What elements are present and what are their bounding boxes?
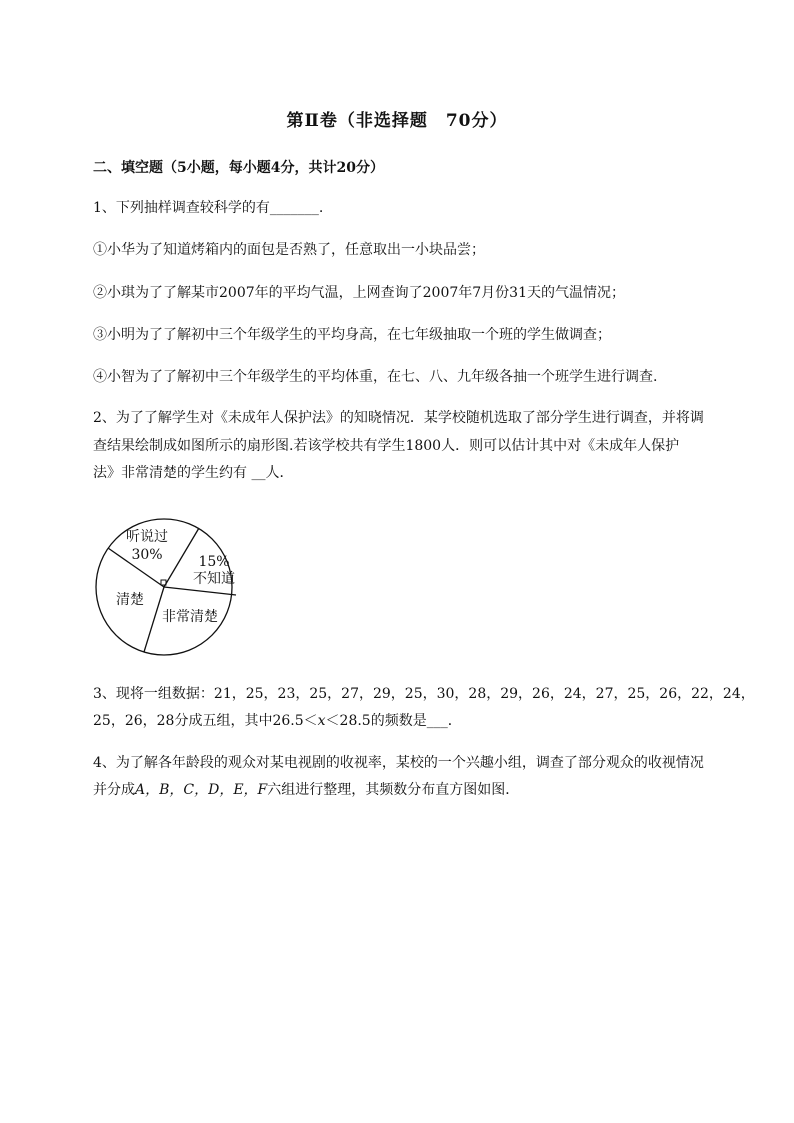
question-4-line-2 bbox=[93, 780, 519, 800]
slice-label-clear: 清楚 bbox=[116, 592, 144, 608]
question-3-line-1: 3、现将一组数据：21，25，23，25，27，29，25，30，28，29，26，24，27，25，26，22，24， bbox=[93, 686, 755, 702]
question-4-text-after-groups: 六组进行整理，其频数分布直方图如图． bbox=[267, 782, 520, 798]
question-1-stem: 1、下列抽样调查较科学的有_______. bbox=[93, 200, 324, 216]
pie-divider-unknown-bottom bbox=[164, 587, 236, 595]
paper-part-title: 第Ⅱ卷（非选择题 70分） bbox=[286, 111, 508, 131]
slice-label-heard: 听说过 bbox=[126, 529, 168, 545]
question-4-text-before-groups: 并分成 bbox=[93, 782, 135, 798]
slice-value-heard: 30% bbox=[131, 547, 163, 563]
pie-divider-very-clear bbox=[144, 587, 164, 652]
question-2-line-2: 查结果绘制成如图所示的扇形图.若该学校共有学生1800人．则可以估计其中对《未成年人保护 bbox=[93, 438, 680, 454]
question-2-line-3: 法》非常清楚的学生约有 __人． bbox=[93, 465, 294, 481]
question-1-option-4: ④小智为了了解初中三个年级学生的平均体重，在七、八、九年级各抽一个班学生进行调查. bbox=[93, 369, 658, 385]
question-1-option-2: ②小琪为了了解某市2007年的平均气温，上网查询了2007年7月份31天的气温情况； bbox=[93, 285, 625, 301]
question-3-text-after-variable: ＜28.5的频数是___． bbox=[325, 713, 462, 729]
question-3-text-before-variable: 25，26，28分成五组，其中26.5＜ bbox=[93, 713, 318, 729]
question-2-line-1: 2、为了了解学生对《未成年人保护法》的知晓情况．某学校随机选取了部分学生进行调查，并将调 bbox=[93, 410, 704, 426]
question-4-groups: A，B，C，D，E，F bbox=[135, 782, 268, 798]
slice-label-very-clear: 非常清楚 bbox=[162, 609, 218, 625]
question-4-line-1: 4、为了解各年龄段的观众对某电视剧的收视率，某校的一个兴趣小组，调查了部分观众的收视情况 bbox=[93, 755, 704, 771]
question-1-option-3: ③小明为了了解初中三个年级学生的平均身高，在七年级抽取一个班的学生做调查； bbox=[93, 327, 611, 343]
question-1-option-1: ①小华为了知道烤箱内的面包是否熟了，任意取出一小块品尝； bbox=[93, 242, 485, 258]
slice-value-unknown: 15% bbox=[198, 554, 230, 570]
slice-label-unknown: 不知道 bbox=[193, 571, 235, 587]
pie-chart bbox=[93, 517, 243, 657]
section-heading: 二、填空题（5小题，每小题4分，共计20分） bbox=[93, 160, 384, 176]
question-3-variable: x bbox=[317, 713, 326, 729]
question-3-line-2 bbox=[93, 711, 462, 731]
